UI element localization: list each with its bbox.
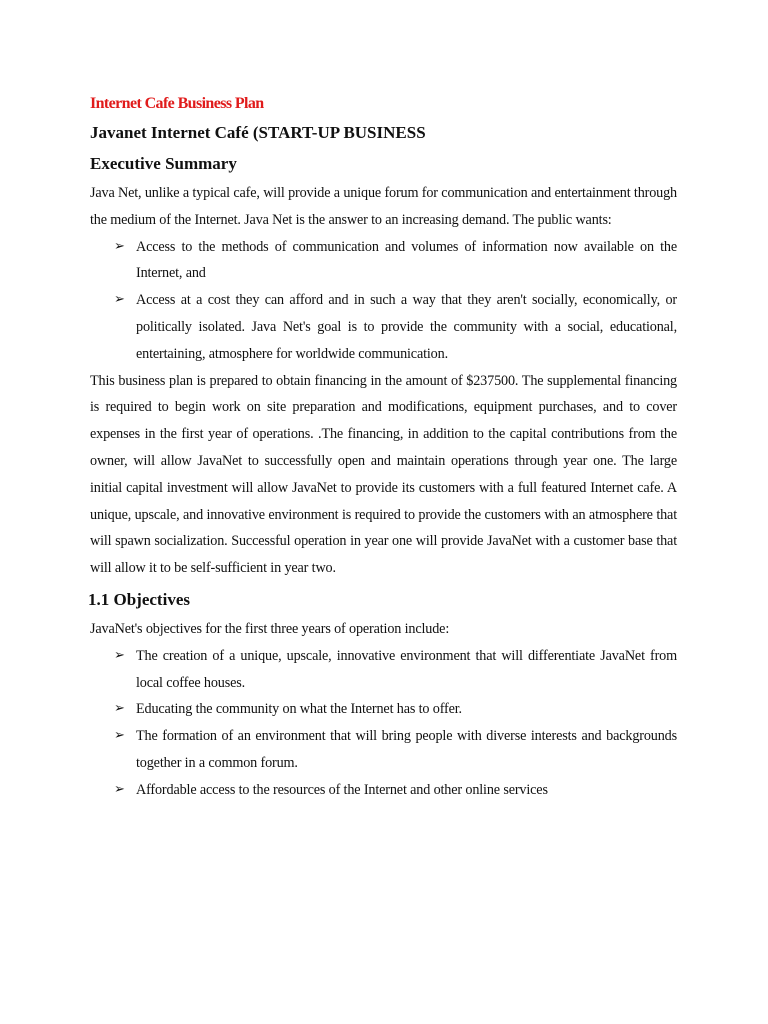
list-item — [90, 696, 677, 723]
list-item-text: Affordable access to the resources of the Internet and other online services — [136, 781, 548, 798]
list-item-text: The creation of a unique, upscale, innovative environment that will differentiate JavaNet from local coffee houses. — [136, 647, 677, 691]
arrow-bullet-icon: ➢ — [114, 781, 125, 797]
arrow-bullet-icon: ➢ — [114, 647, 125, 663]
objectives-list — [90, 643, 677, 804]
document-title: Internet Cafe Business Plan — [90, 95, 264, 112]
list-item-text: Educating the community on what the Internet has to offer. — [136, 701, 462, 718]
arrow-bullet-icon: ➢ — [114, 728, 125, 744]
arrow-bullet-icon: ➢ — [114, 701, 125, 717]
document-page — [90, 92, 677, 804]
list-item-text: Access at a cost they can afford and in such a way that they aren't socially, economically, or politically isolated. Java Net's goal is to provide the community with a social, educational, entertaining, atmosphere for worldwide communication. — [136, 292, 677, 362]
list-item-text: The formation of an environment that will bring people with diverse interests and backgrounds together in a common forum. — [136, 728, 677, 771]
public-wants-list — [90, 234, 677, 368]
list-item-text: Access to the methods of communication and volumes of information now available on the Internet, and — [136, 238, 677, 282]
financing-paragraph: This business plan is prepared to obtain financing in the amount of $237500. The supplemental financing is required to begin work on site preparation and modifications, equipment purchases, and to cover expenses in the first year of operations. .The financing, in addition to the capital contributions from the owner, will allow JavaNet to successfully open and maintain operations through year one. The large initial capital investment will allow JavaNet to provide its customers with a full featured Internet cafe. A unique, upscale, and innovative environment is required to provide the customers with an atmosphere that will spawn socialization. Successful operation in year one will provide JavaNet with a customer base that will allow it to be self-sufficient in year two. — [90, 372, 677, 577]
list-item — [90, 643, 677, 697]
executive-summary-heading: Executive Summary — [90, 154, 237, 173]
list-item — [90, 777, 677, 804]
objectives-intro: JavaNet's objectives for the first three years of operation include: — [90, 620, 450, 637]
arrow-bullet-icon: ➢ — [114, 238, 125, 254]
intro-paragraph: Java Net, unlike a typical cafe, will provide a unique forum for communication and entertainment through the medium of the Internet. Java Net is the answer to an increasing demand. The public wants: — [90, 185, 677, 228]
arrow-bullet-icon: ➢ — [114, 292, 125, 308]
list-item — [90, 723, 677, 777]
list-item — [90, 287, 677, 367]
objectives-heading: 1.1 Objectives — [88, 589, 190, 609]
list-item — [90, 234, 677, 288]
document-subtitle: Javanet Internet Café (START-UP BUSINESS — [90, 123, 426, 142]
